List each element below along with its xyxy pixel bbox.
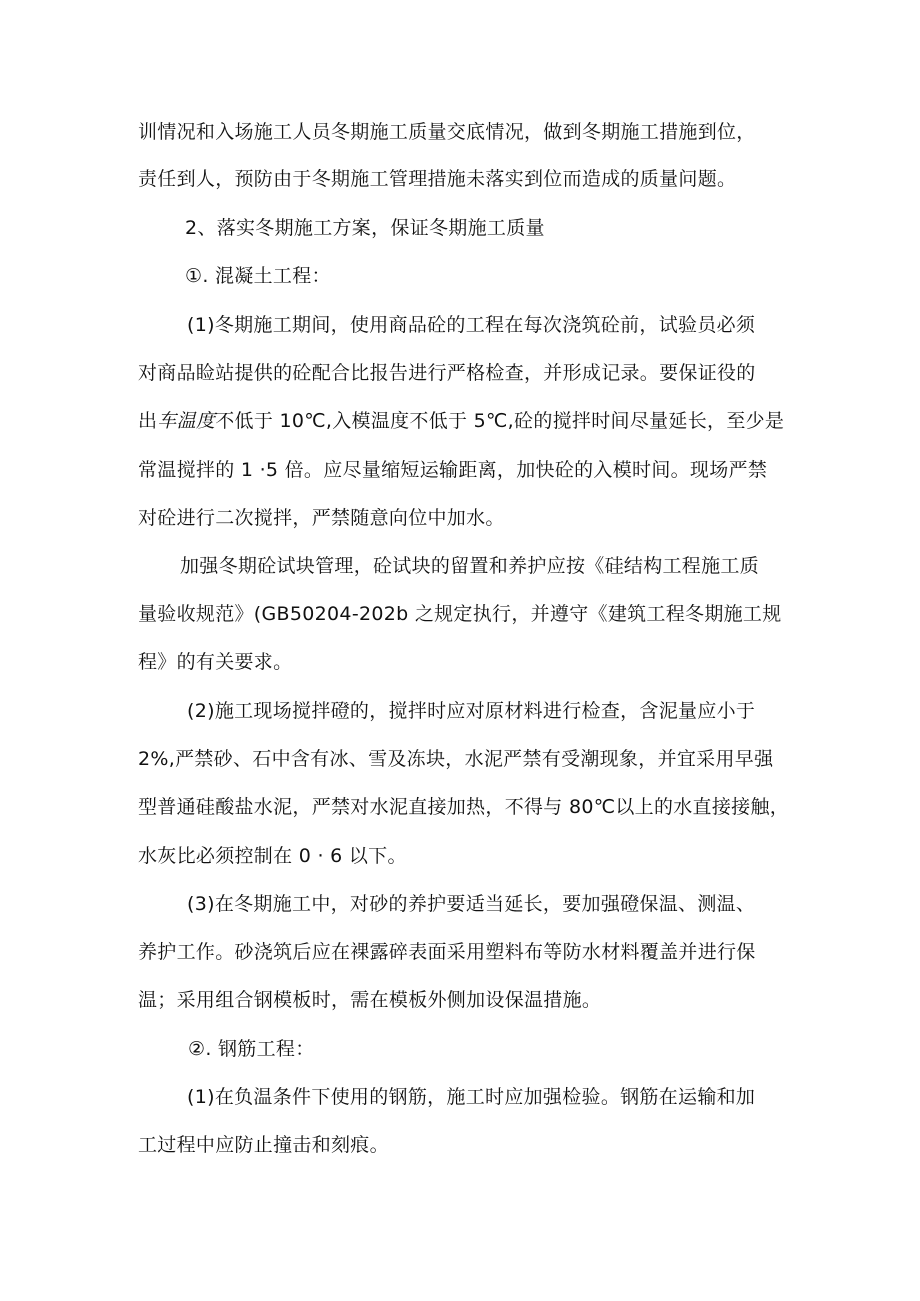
text-run: 出 bbox=[138, 410, 158, 432]
text-line: 型普通硅酸盐水泥，严禁对水泥直接加热，不得与 80℃以上的水直接接触， bbox=[138, 796, 790, 818]
text-line-mixed bbox=[138, 409, 784, 433]
text-line: (3)在冬期施工中，对砂的养护要适当延长，要加强磴保温、测温、 bbox=[187, 893, 756, 915]
text-line: 加强冬期砼试块管理，砼试块的留置和养护应按《硅结构工程施工质 bbox=[180, 555, 760, 577]
subsection-heading: ②. 钢筋工程： bbox=[188, 1038, 315, 1060]
text-line: 2%,严禁砂、石中含有冰、雪及冻块，水泥严禁有受潮现象，并宜采用早强 bbox=[138, 748, 774, 770]
section-heading: 2、落实冬期施工方案，保证冬期施工质量 bbox=[185, 217, 545, 239]
text-line: 对砼进行二次搅拌，严禁随意向位中加水。 bbox=[138, 507, 505, 529]
text-run: 不低于 10℃,入模温度不低于 5℃,砼的搅拌时间尽量延长，至少是 bbox=[215, 410, 785, 432]
text-line: (2)施工现场搅拌磴的，搅拌时应对原材料进行检查，含泥量应小于 bbox=[187, 700, 756, 722]
text-line: 责任到人，预防由于冬期施工管理措施未落实到位而造成的质量问题。 bbox=[138, 168, 737, 190]
subsection-heading: ①. 混凝土工程： bbox=[185, 265, 331, 287]
text-line: 对商品睑站提供的砼配合比报告进行严格检查，并形成记录。要保证役的 bbox=[138, 362, 756, 384]
text-line: (1)冬期施工期间，使用商品砼的工程在每次浇筑砼前，试验员必须 bbox=[187, 314, 756, 336]
text-line: (1)在负温条件下使用的钢筋，施工时应加强检验。钢筋在运输和加 bbox=[187, 1086, 756, 1108]
text-line: 水灰比必须控制在 0 · 6 以下。 bbox=[138, 845, 407, 867]
text-line: 温；采用组合钢模板时，需在模板外侧加设保温措施。 bbox=[138, 989, 602, 1011]
italic-text-run: 车温度 bbox=[157, 410, 216, 432]
text-line: 训情况和入场施工人员冬期施工质量交底情况，做到冬期施工措施到位， bbox=[138, 121, 756, 143]
text-line: 工过程中应防止撞击和刻痕。 bbox=[138, 1134, 389, 1156]
text-line: 常温搅拌的 1 ·5 倍。应尽量缩短运输距离，加快砼的入模时间。现场严禁 bbox=[138, 459, 768, 481]
text-line: 程》的有关要求。 bbox=[138, 651, 293, 673]
text-line: 量验收规范》(GB50204-202b 之规定执行，并遵守《建筑工程冬期施工规 bbox=[138, 603, 782, 625]
text-line: 养护工作。砂浇筑后应在裸露碎表面采用塑料布等防水材料覆盖并进行保 bbox=[138, 941, 756, 963]
